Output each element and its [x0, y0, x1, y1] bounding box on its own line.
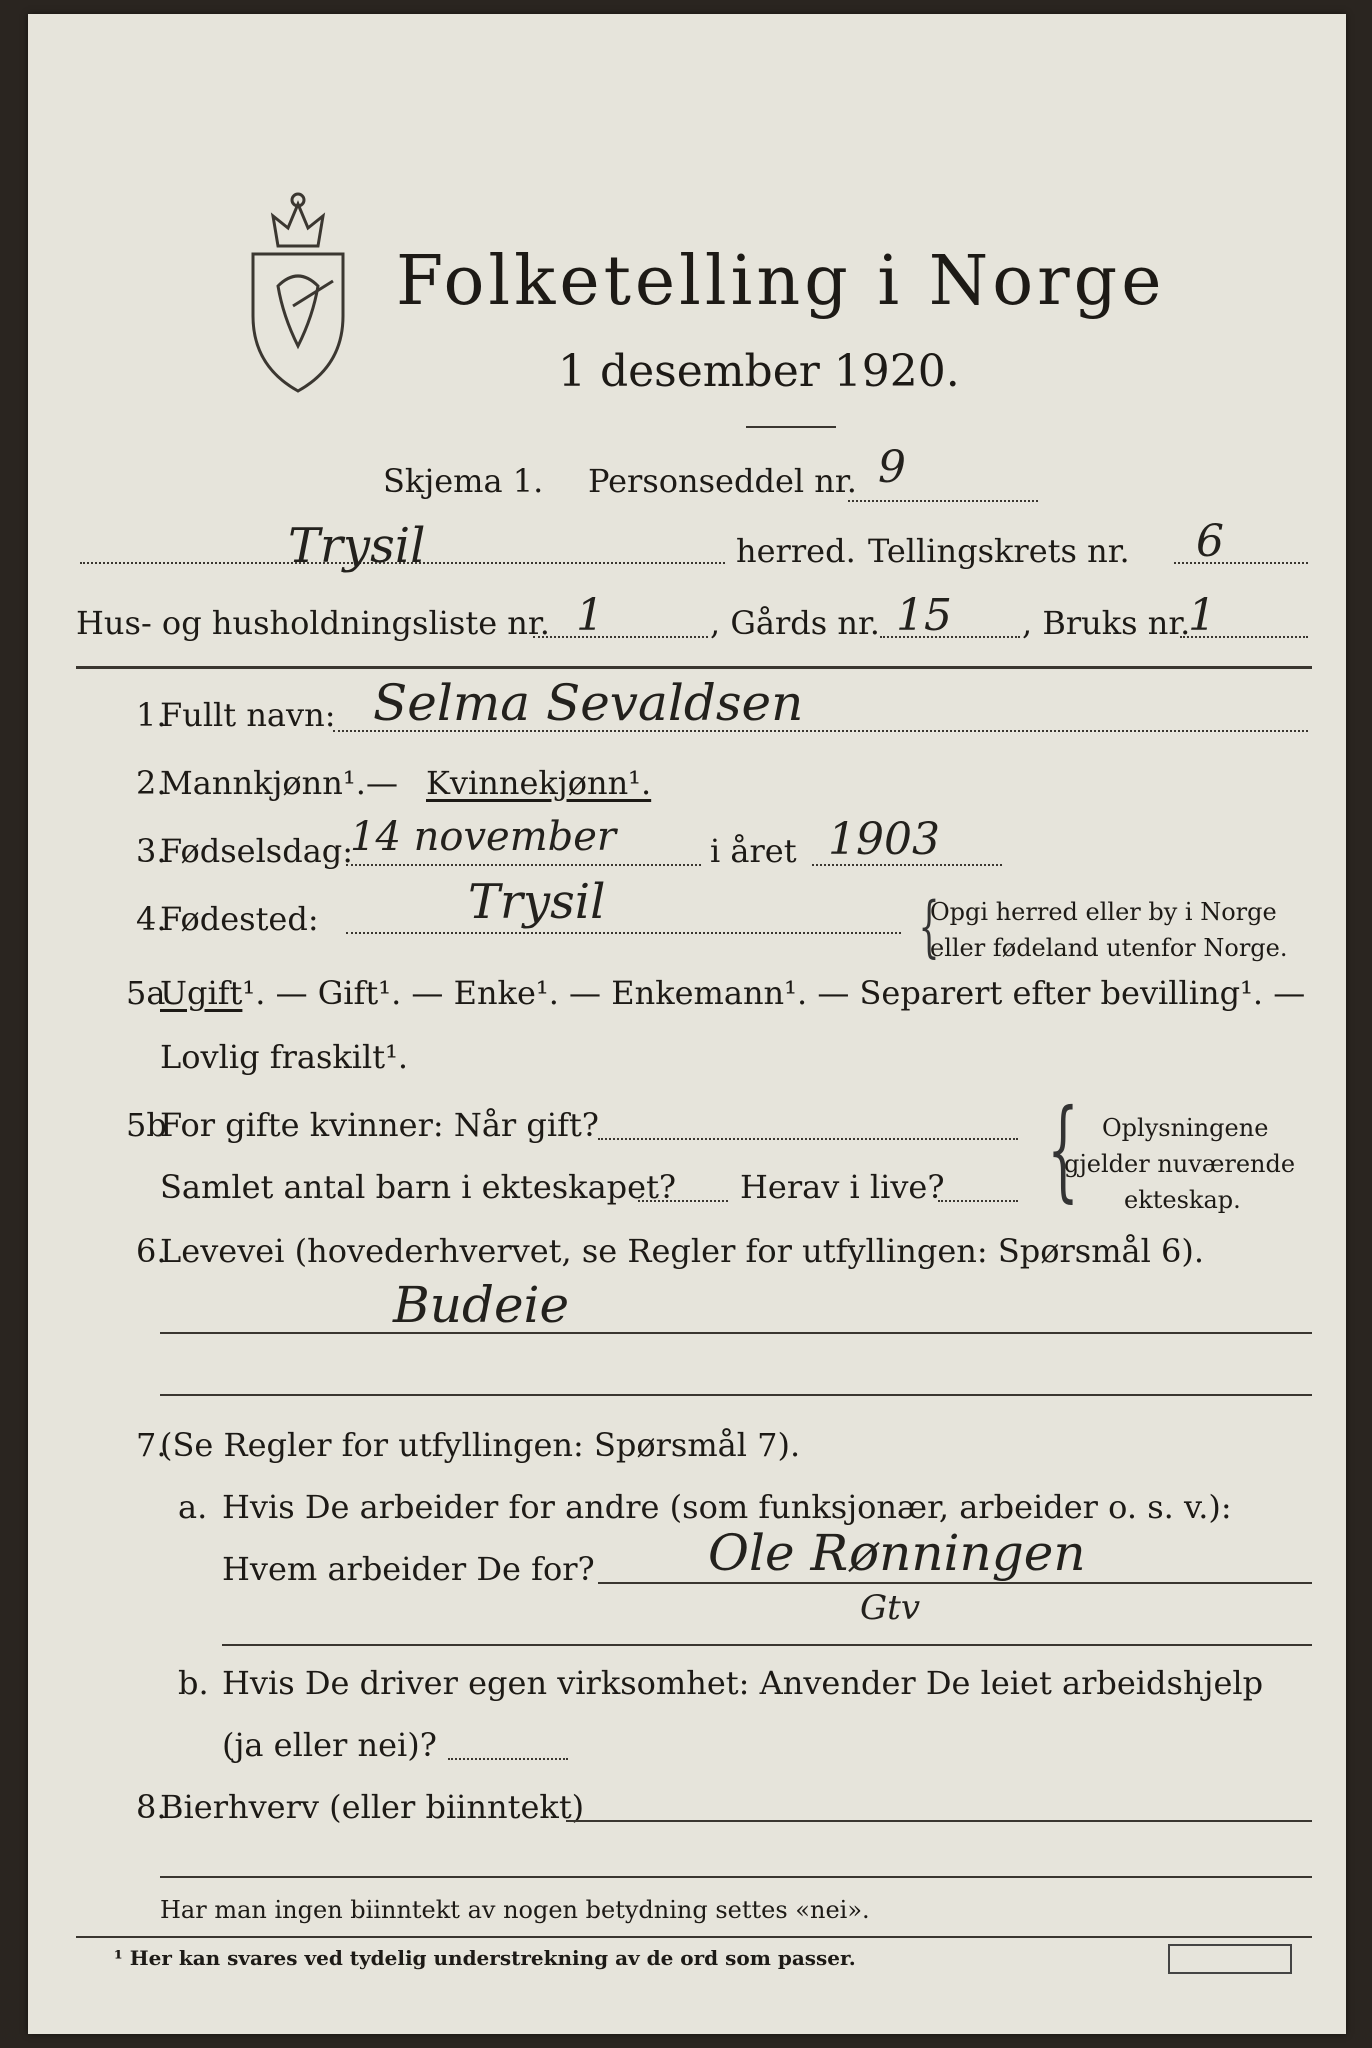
- q6-line1: [160, 1332, 1312, 1334]
- q5b-children: Samlet antal barn i ekteskapet?: [160, 1168, 677, 1206]
- q1-label: Fullt navn:: [160, 696, 336, 734]
- q8-answer-line: [566, 1820, 1312, 1822]
- q4-note-line1: Opgi herred eller by i Norge: [930, 898, 1277, 926]
- printer-stamp: [1168, 1944, 1292, 1974]
- q1-number: 1.: [136, 696, 167, 734]
- q2-separator: —: [366, 764, 398, 802]
- q6-value: Budeie: [393, 1276, 570, 1334]
- q4-brace: {: [918, 888, 940, 965]
- q7a-mark: Gtv: [860, 1588, 921, 1628]
- q7a-line2: [222, 1644, 1312, 1646]
- personseddel-label: Personseddel nr.: [588, 462, 857, 500]
- bruks-value: 1: [1188, 590, 1216, 641]
- q5b-brace: {: [1047, 1085, 1079, 1213]
- q7a-answer-line: [598, 1582, 1312, 1584]
- q4-dots: [346, 932, 901, 934]
- q5b-married-dots: [598, 1138, 1018, 1140]
- q4-value: Trysil: [468, 874, 606, 930]
- coat-of-arms-icon: [238, 186, 358, 396]
- tellingskrets-value: 6: [1196, 516, 1224, 567]
- q4-note-line2: eller fødeland utenfor Norge.: [930, 934, 1288, 962]
- bruks-label: , Bruks nr.: [1022, 604, 1191, 642]
- q3-year-label: i året: [710, 832, 797, 870]
- q8-number: 8.: [136, 1788, 167, 1826]
- title-rule: [746, 426, 836, 428]
- q7-number: 7.: [136, 1426, 167, 1464]
- q6-line2: [160, 1394, 1312, 1396]
- q7a-letter: a.: [178, 1488, 208, 1526]
- q7b-label: Hvis De driver egen virksomhet: Anvender De leiet arbeidshjelp: [222, 1664, 1264, 1702]
- q4-number: 4.: [136, 900, 167, 938]
- q5a-number: 5a: [126, 974, 166, 1012]
- q5b-note-line2: gjelder nuværende: [1064, 1150, 1296, 1178]
- q5a-line2: Lovlig fraskilt¹.: [160, 1038, 409, 1076]
- q5b-label: For gifte kvinner: Når gift?: [160, 1106, 599, 1144]
- q7b-question: (ja eller nei)?: [222, 1726, 437, 1764]
- q2-number: 2.: [136, 764, 167, 802]
- q3-year-value: 1903: [828, 814, 940, 865]
- header-separator: [76, 666, 1312, 669]
- q4-label: Fødested:: [160, 900, 319, 938]
- q7a-value: Ole Rønningen: [708, 1524, 1086, 1582]
- footnote: ¹ Her kan svares ved tydelig understrekning av de ord som passer.: [114, 1946, 856, 1970]
- q1-value: Selma Sevaldsen: [373, 674, 804, 732]
- q7b-dots: [448, 1758, 568, 1760]
- q8-note: Har man ingen biinntekt av nogen betydning settes «nei».: [160, 1896, 870, 1924]
- census-date: 1 desember 1920.: [558, 346, 960, 397]
- q5b-number: 5b: [126, 1106, 167, 1144]
- q5a-other-options: ¹. — Gift¹. — Enke¹. — Enkemann¹. — Separert efter bevilling¹. —: [242, 974, 1306, 1012]
- q5a-ugift-underlined: Ugift: [160, 974, 243, 1012]
- q5b-alive-dots: [938, 1200, 1018, 1202]
- skjema-label: Skjema 1.: [383, 462, 544, 500]
- footnote-rule: [76, 1936, 1312, 1938]
- q5b-children-dots: [638, 1200, 728, 1202]
- q2-female-underlined: Kvinnekjønn¹.: [426, 764, 652, 802]
- q3-number: 3.: [136, 832, 167, 870]
- personseddel-dots: [848, 500, 1038, 502]
- q2-male: Mannkjønn¹.: [160, 764, 366, 802]
- q5a-options: [160, 974, 1305, 1012]
- form-title: Folketelling i Norge: [396, 242, 1166, 321]
- gards-label: , Gårds nr.: [710, 604, 880, 642]
- q8-label: Bierhverv (eller biinntekt): [160, 1788, 585, 1826]
- q5b-note-line3: ekteskap.: [1124, 1186, 1241, 1214]
- hus-value: 1: [576, 590, 604, 641]
- q3-label: Fødselsdag:: [160, 832, 354, 870]
- q8-line2: [160, 1876, 1312, 1878]
- q6-number: 6.: [136, 1232, 167, 1270]
- q7-label: (Se Regler for utfyllingen: Spørsmål 7).: [160, 1426, 801, 1464]
- tellingskrets-dots: [1174, 562, 1308, 564]
- hus-label: Hus- og husholdningsliste nr.: [76, 604, 550, 642]
- hus-dots: [533, 636, 708, 638]
- herred-value: Trysil: [288, 518, 426, 574]
- q2-female: [426, 764, 651, 802]
- q6-label: Levevei (hovederhvervet, se Regler for utfyllingen: Spørsmål 6).: [160, 1232, 1205, 1270]
- tellingskrets-label: Tellingskrets nr.: [868, 532, 1130, 570]
- herred-label: herred.: [736, 532, 856, 570]
- q7a-question: Hvem arbeider De for?: [222, 1550, 595, 1588]
- q7a-label: Hvis De arbeider for andre (som funksjonær, arbeider o. s. v.):: [222, 1488, 1232, 1526]
- q5b-alive: Herav i live?: [740, 1168, 945, 1206]
- census-form: [28, 14, 1346, 2034]
- q3-value: 14 november: [350, 814, 617, 860]
- q5b-note-line1: Oplysningene: [1102, 1114, 1269, 1142]
- personseddel-value: 9: [878, 442, 906, 493]
- q3-day-dots: [346, 864, 701, 866]
- q7b-letter: b.: [178, 1664, 209, 1702]
- gards-value: 15: [896, 590, 952, 641]
